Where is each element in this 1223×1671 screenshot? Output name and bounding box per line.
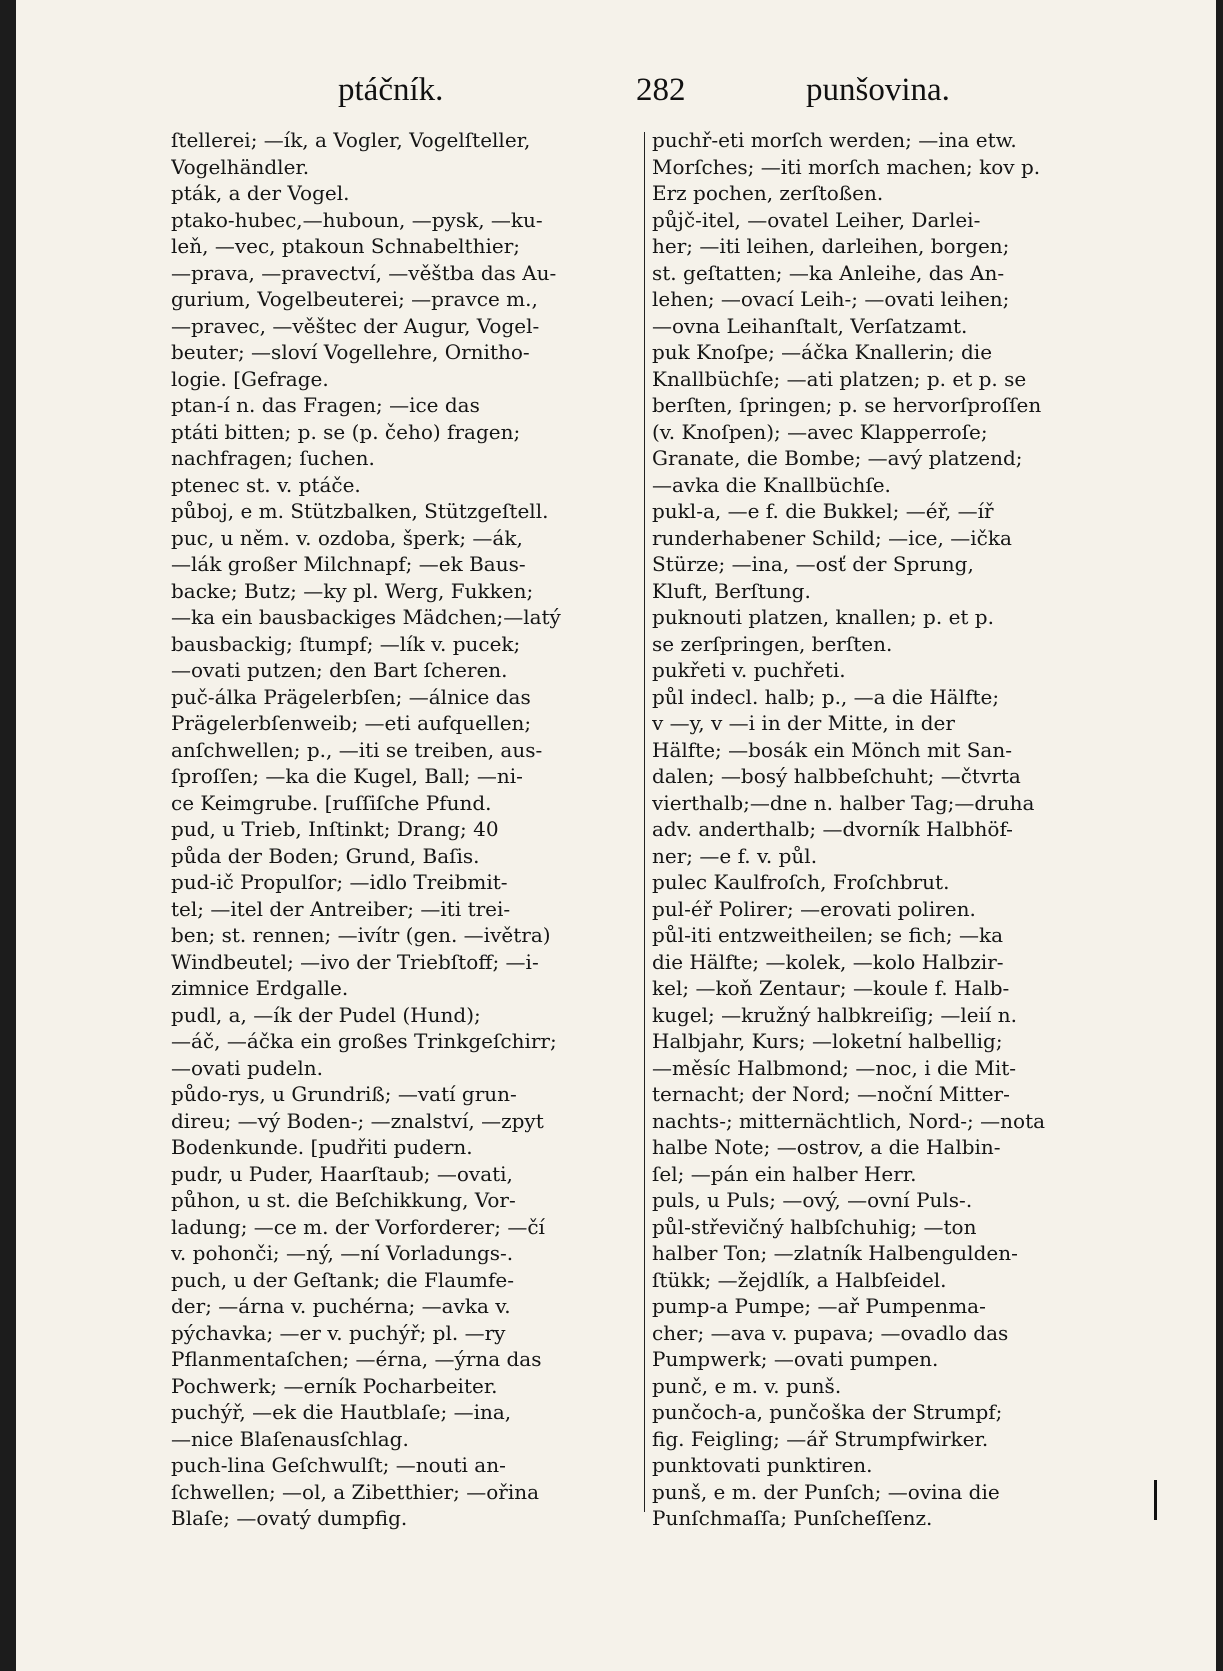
entry-line: lehen; —ovací Leih-; —ovati leihen;	[652, 287, 1010, 311]
entry-line: —lák großer Milchnapf; —ek Baus-	[171, 552, 526, 576]
entry-line: —prava, —pravectví, —věštba das Au-	[171, 260, 557, 285]
entry-line: kel; —koň Zentaur; —koule f. Halb-	[652, 976, 1010, 1000]
entry-line: v —y, v —i in der Mitte, in der	[652, 711, 955, 735]
entry-line: Morſches; —iti morſch machen; kov p.	[652, 154, 1041, 179]
entry-line: pul-éř Polirer; —erovati poliren.	[652, 896, 976, 921]
entry-line: pýchavka; —er v. puchýř; pl. —ry	[171, 1320, 506, 1345]
entry-line: dalen; —bosý halbbeſchuht; —čtvrta	[652, 764, 1021, 788]
entry-line: puch, u der Geſtank; die Flaumfe-	[171, 1267, 514, 1292]
entry-line: Windbeutel; —ivo der Triebſtoff; —i-	[171, 949, 539, 974]
left-column	[171, 127, 661, 1532]
entry-line: v. pohonči; —ný, —ní Vorladungs-.	[171, 1241, 514, 1265]
entry-line: Prägelerbſenweib; —eti aufquellen;	[171, 711, 532, 735]
entry-line: ſtükk; —žejdlík, a Halbſeidel.	[652, 1267, 947, 1292]
entry-line: gurium, Vogelbeuterei; —pravce m.,	[171, 287, 538, 311]
entry-line: —ovati pudeln.	[171, 1055, 324, 1080]
page-header	[16, 72, 1216, 122]
entry-line: Pflanmentaſchen; —érna, —ýrna das	[171, 1347, 542, 1371]
entry-line: půjč-itel, —ovatel Leiher, Darlei-	[652, 207, 981, 232]
entry-line: ben; st. rennen; —ivítr (gen. —ivětra)	[171, 923, 551, 947]
entry-line: půdo-rys, u Grundriß; —vatí grun-	[171, 1082, 517, 1106]
entry-line: zimnice Erdgalle.	[171, 976, 349, 1000]
entry-line: pudl, a, —ík der Pudel (Hund);	[171, 1002, 481, 1027]
entry-line: ſchwellen; —ol, a Zibetthier; —ořina	[171, 1479, 540, 1504]
entry-line: Bodenkunde. [pudřiti pudern.	[171, 1135, 473, 1159]
entry-line: ce Keimgrube. [ruſſiſche Pfund.	[171, 790, 492, 815]
entry-line: her; —iti leihen, darleihen, borgen;	[652, 234, 1010, 258]
entry-line: Hälfte; —bosák ein Mönch mit San-	[652, 737, 1012, 762]
entry-line: ternacht; der Nord; —noční Mitter-	[652, 1082, 1010, 1106]
page-number: 282	[636, 72, 686, 108]
dictionary-page	[16, 0, 1216, 1671]
entry-line: puchýř, —ek die Hautblaſe; —ina,	[171, 1400, 512, 1424]
entry-line: Knallbüchſe; —ati platzen; p. et p. se	[652, 366, 1027, 391]
entry-line: —ovna Leihanſtalt, Verſatzamt.	[652, 313, 968, 338]
entry-line: ptenec st. v. ptáče.	[171, 472, 361, 497]
entry-line: pukl-a, —e f. die Bukkel; —éř, —íř	[652, 499, 994, 523]
entry-line: halbe Note; —ostrov, a die Halbin-	[652, 1135, 1001, 1159]
entry-line: pud, u Trieb, Inſtinkt; Drang; 40	[171, 817, 499, 841]
entry-line: pud-ič Propulſor; —idlo Treibmit-	[171, 870, 508, 894]
entry-line: bausbackig; ſtumpf; —lík v. pucek;	[171, 631, 521, 656]
entry-line: Blaſe; —ovatý dumpfig.	[171, 1506, 408, 1530]
entry-line: ptako-hubec,—huboun, —pysk, —ku-	[171, 207, 543, 232]
entry-line: st. geſtatten; —ka Anleihe, das An-	[652, 260, 1005, 285]
entry-line: —ovati putzen; den Bart ſcheren.	[171, 658, 508, 682]
entry-line: beuter; —sloví Vogellehre, Ornitho-	[171, 340, 530, 364]
entry-line: punčoch-a, punčoška der Strumpf;	[652, 1400, 1003, 1424]
column-divider	[644, 132, 645, 1512]
entry-line: ptáti bitten; p. se (p. čeho) fragen;	[171, 419, 521, 444]
entry-line: puk Knoſpe; —áčka Knallerin; die	[652, 340, 993, 364]
entry-line: nachts-; mitternächtlich, Nord-; —nota	[652, 1108, 1046, 1133]
entry-line: puls, u Puls; —ový, —ovní Puls-.	[652, 1188, 973, 1212]
entry-line: adv. anderthalb; —dvorník Halbhöf-	[652, 817, 1013, 841]
entry-line: ptan-í n. das Fragen; —ice das	[171, 393, 480, 417]
entry-line: půda der Boden; Grund, Baſis.	[171, 843, 480, 868]
header-left-word: ptáčník.	[338, 72, 444, 108]
entry-line: fig. Feigling; —ář Strumpfwirker.	[652, 1426, 989, 1451]
entry-line: Kluft, Berſtung.	[652, 578, 811, 603]
entry-line: puč-álka Prägelerbſen; —álnice das	[171, 684, 531, 709]
entry-line: vierthalb;—dne n. halber Tag;—druha	[652, 790, 1035, 815]
entry-line: půboj, e m. Stützbalken, Stützgeſtell.	[171, 499, 549, 523]
entry-line: punktovati punktiren.	[652, 1453, 873, 1477]
margin-mark	[1154, 1480, 1157, 1520]
entry-line: —nice Blaſenausſchlag.	[171, 1426, 409, 1451]
entry-line: punč, e m. v. punš.	[652, 1373, 842, 1398]
entry-line: Stürze; —ina, —osť der Sprung,	[652, 552, 974, 576]
entry-line: runderhabener Schild; —ice, —ička	[652, 525, 1012, 550]
entry-line: tel; —itel der Antreiber; —iti trei-	[171, 896, 511, 921]
entry-line: Granate, die Bombe; —avý platzend;	[652, 446, 1023, 470]
right-column	[652, 127, 1112, 1532]
header-right-word: punšovina.	[806, 72, 950, 108]
entry-line: punš, e m. der Punſch; —ovina die	[652, 1479, 1000, 1504]
entry-line: se zerſpringen, berſten.	[652, 631, 893, 656]
entry-line: —pravec, —věštec der Augur, Vogel-	[171, 313, 540, 338]
entry-line: puchř-eti morſch werden; —ina etw.	[652, 128, 1017, 152]
entry-line: ſproſſen; —ka die Kugel, Ball; —ni-	[171, 764, 523, 788]
entry-line: pták, a der Vogel.	[171, 181, 350, 205]
entry-line: Vogelhändler.	[171, 154, 310, 179]
entry-line: Pochwerk; —erník Pocharbeiter.	[171, 1373, 498, 1398]
entry-line: leň, —vec, ptakoun Schnabelthier;	[171, 234, 520, 258]
entry-line: pulec Kaulfroſch, Froſchbrut.	[652, 870, 950, 894]
entry-line: ladung; —ce m. der Vorforderer; —čí	[171, 1214, 545, 1239]
entry-line: puknouti platzen, knallen; p. et p.	[652, 605, 994, 629]
entry-line: nachfragen; ſuchen.	[171, 446, 375, 470]
entry-line: (v. Knoſpen); —avec Klapperroſe;	[652, 419, 988, 444]
entry-line: berſten, ſpringen; p. se hervorſproſſen	[652, 393, 1042, 417]
entry-line: die Hälfte; —kolek, —kolo Halbzir-	[652, 949, 1004, 974]
entry-line: —měsíc Halbmond; —noc, i die Mit-	[652, 1055, 1017, 1080]
entry-line: Pumpwerk; —ovati pumpen.	[652, 1347, 939, 1371]
entry-line: půhon, u st. die Beſchikkung, Vor-	[171, 1188, 516, 1212]
entry-line: ſel; —pán ein halber Herr.	[652, 1161, 917, 1186]
entry-line: pukřeti v. puchřeti.	[652, 658, 846, 682]
entry-line: —ka ein bausbackiges Mädchen;—latý	[171, 605, 561, 629]
entry-line: Halbjahr, Kurs; —loketní halbellig;	[652, 1029, 1003, 1053]
entry-line: pump-a Pumpe; —ař Pumpenma-	[652, 1294, 986, 1318]
entry-line: backe; Butz; —ky pl. Werg, Fukken;	[171, 578, 534, 603]
entry-line: halber Ton; —zlatník Halbengulden-	[652, 1241, 1018, 1265]
entry-line: der; —árna v. puchérna; —avka v.	[171, 1294, 511, 1318]
entry-line: puc, u něm. v. ozdoba, šperk; —ák,	[171, 525, 523, 550]
entry-line: ner; —e f. v. půl.	[652, 843, 818, 868]
entry-line: logie. [Gefrage.	[171, 366, 329, 391]
entry-line: půl indecl. halb; p., —a die Hälfte;	[652, 684, 1000, 709]
entry-line: —avka die Knallbüchſe.	[652, 472, 891, 497]
entry-line: Punſchmaſſa; Punſcheſſenz.	[652, 1506, 933, 1530]
entry-line: ſtellerei; —ík, a Vogler, Vogelſteller,	[171, 128, 531, 152]
entry-line: direu; —vý Boden-; —znalství, —zpyt	[171, 1108, 544, 1133]
entry-line: půl-iti entzweitheilen; se fich; —ka	[652, 923, 1004, 947]
entry-line: pudr, u Puder, Haarſtaub; —ovati,	[171, 1161, 513, 1186]
entry-line: kugel; —kružný halbkreiſig; —leií n.	[652, 1002, 1017, 1027]
entry-line: Erz pochen, zerſtoßen.	[652, 181, 884, 205]
entry-line: —áč, —áčka ein großes Trinkgeſchirr;	[171, 1029, 557, 1053]
entry-line: cher; —ava v. pupava; —ovadlo das	[652, 1320, 1009, 1345]
entry-line: anſchwellen; p., —iti se treiben, aus-	[171, 737, 543, 762]
entry-line: puch-lina Geſchwulſt; —nouti an-	[171, 1453, 506, 1477]
entry-line: půl-střevičný halbſchuhig; —ton	[652, 1214, 977, 1239]
